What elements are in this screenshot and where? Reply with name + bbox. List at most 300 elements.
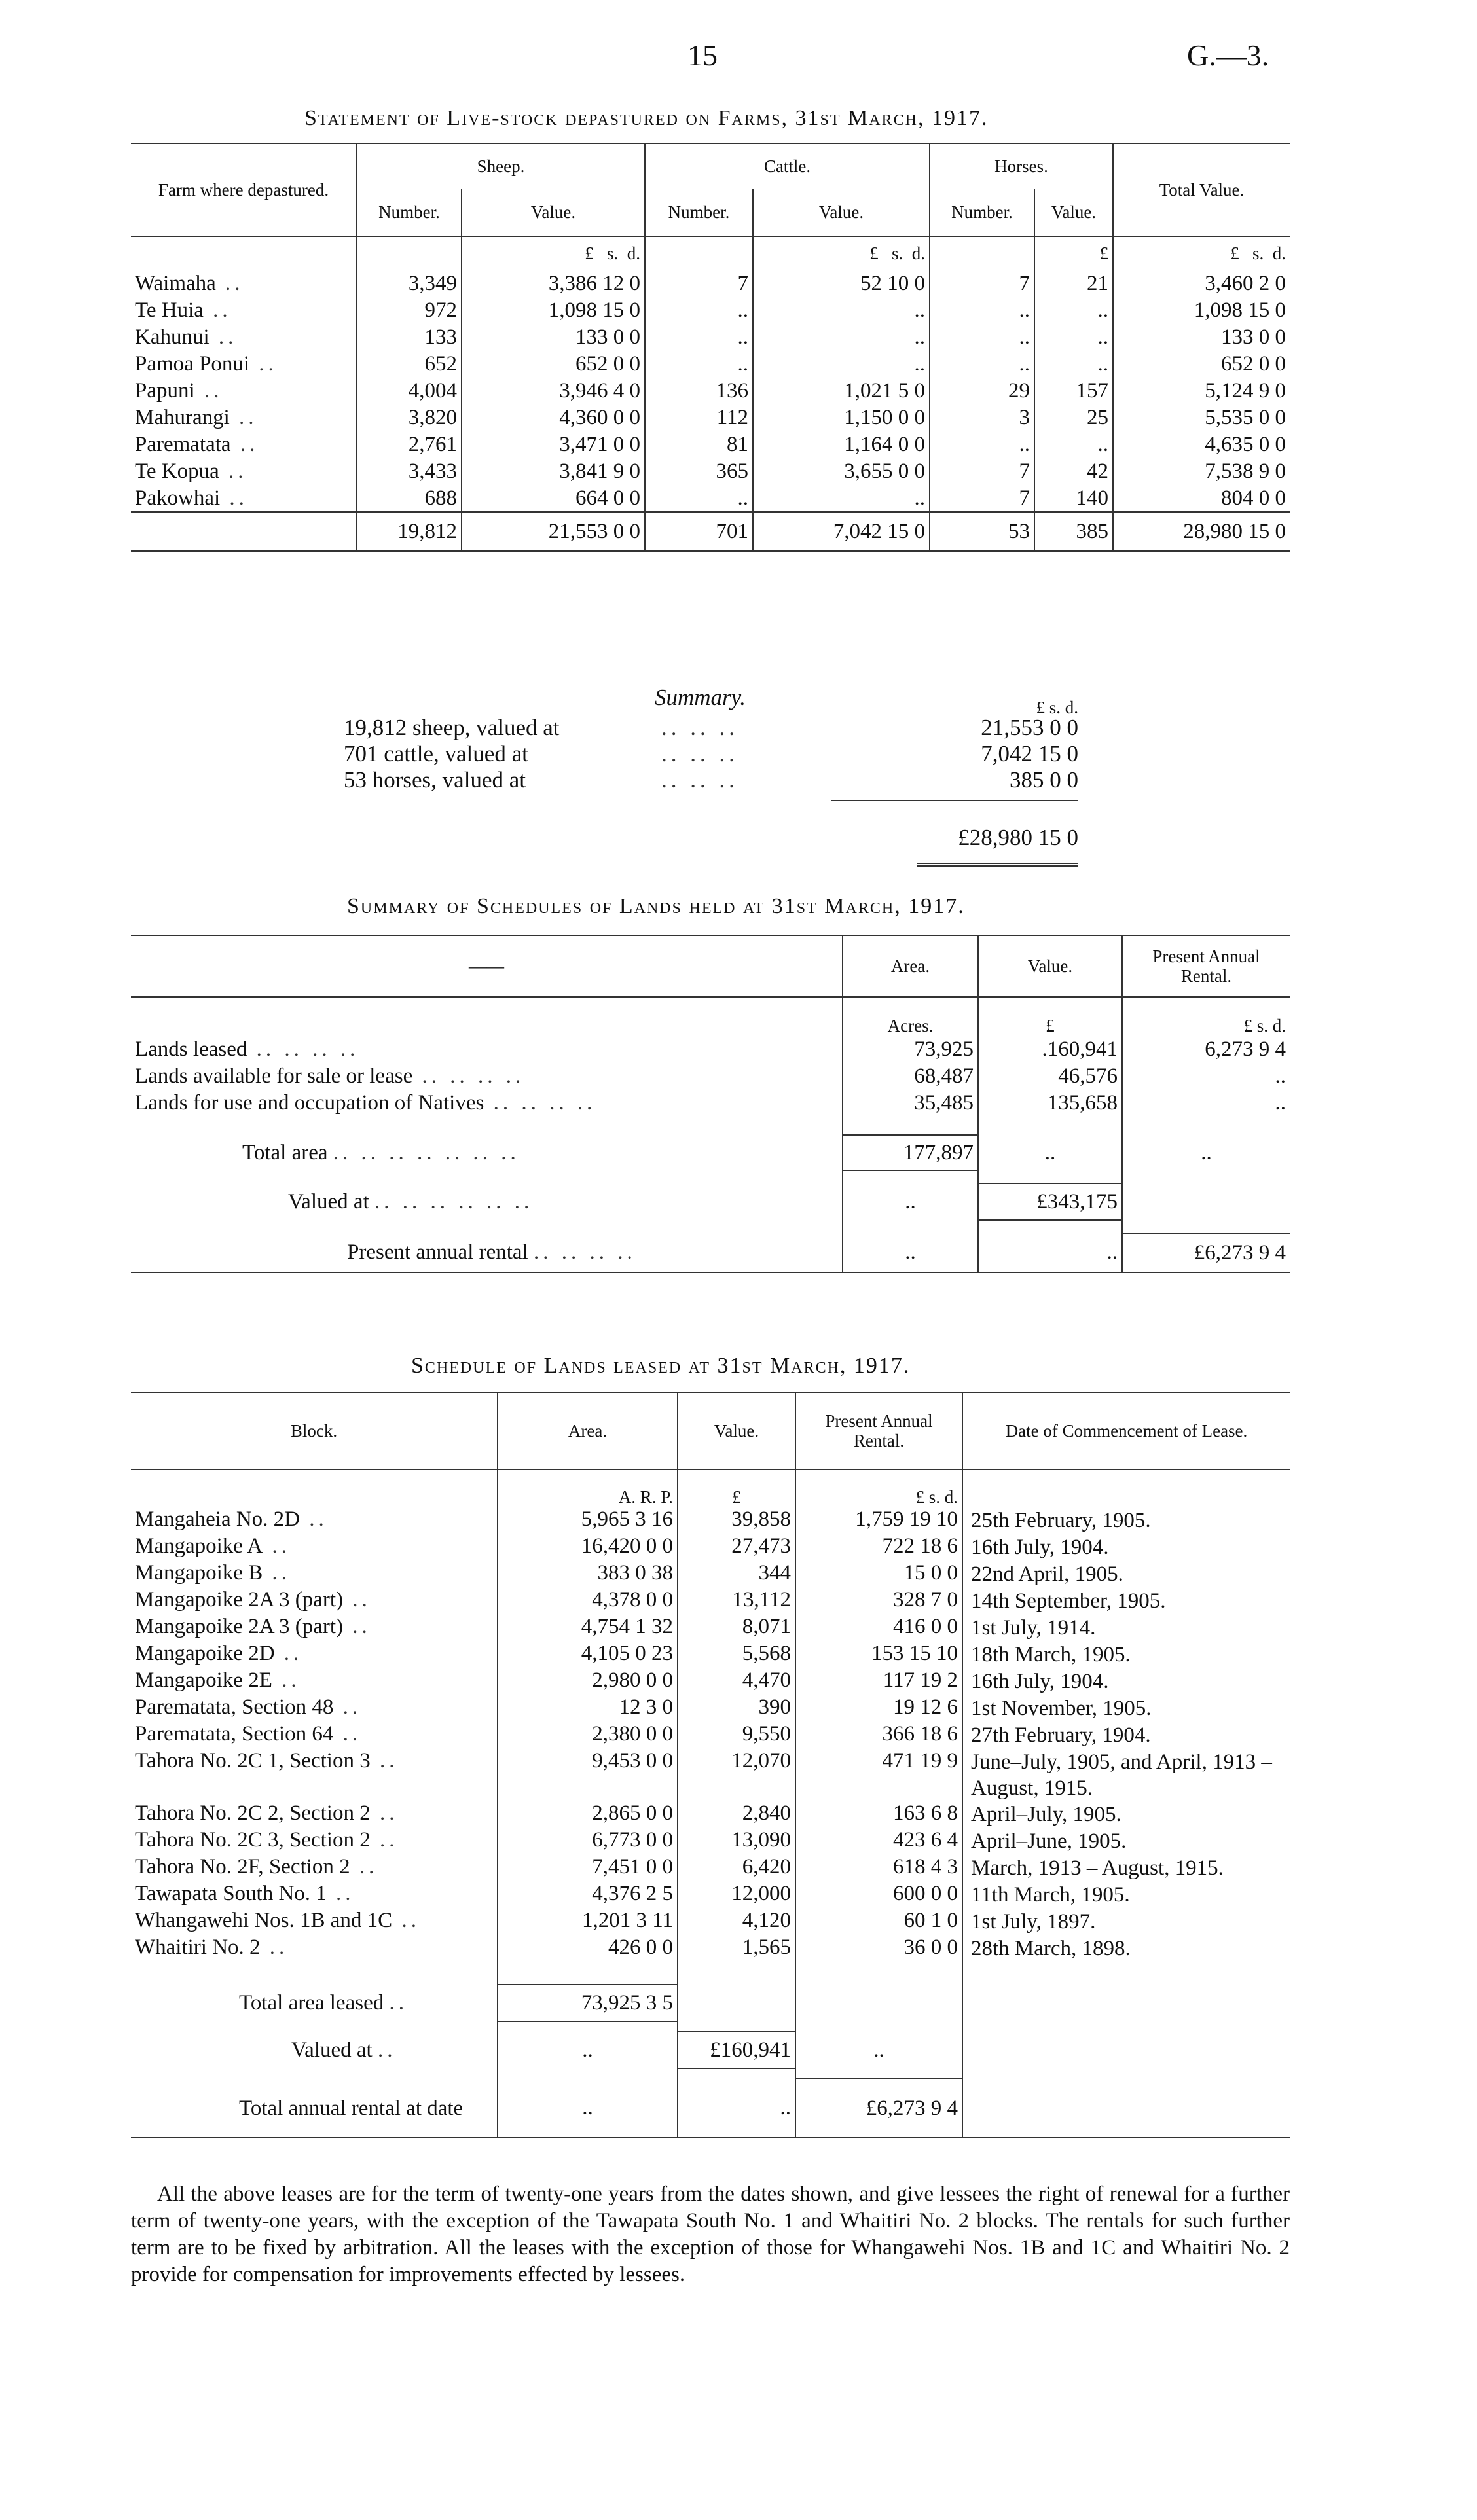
cell-value: .160,941 (978, 1036, 1122, 1063)
lease-block-text: Tahora No. 2C 3, Section 2 (135, 1828, 371, 1852)
summary-total: £28,980 15 0 (958, 825, 1078, 850)
schedules-title: Summary of Schedules of Lands held at 31st March, 1917. (347, 894, 965, 918)
leader-dots: .. (263, 1534, 291, 1558)
cell-cn: .. (645, 324, 753, 351)
cell-hv: .. (1034, 297, 1113, 324)
farm-name (131, 324, 357, 351)
leader-dots: .. (272, 1668, 301, 1692)
cell-cv: .. (753, 297, 930, 324)
leader-dots: .. .. .. (661, 741, 738, 766)
lease-block-text: Parematata, Section 48 (135, 1695, 334, 1719)
farm-label: Pakowhai (135, 486, 221, 510)
schedule-label (131, 1036, 843, 1063)
cell-area: 16,420 0 0 (498, 1534, 678, 1561)
col-farm: Farm where depastured. (158, 180, 329, 200)
leader-dots: .. (370, 1801, 399, 1825)
cell-area: 35,485 (843, 1090, 978, 1117)
summary-label: 19,812 sheep, valued at (344, 715, 560, 740)
total-area: 177,897 (843, 1135, 978, 1170)
cell-value: 13,112 (678, 1588, 795, 1615)
cell-area: 73,925 (843, 1036, 978, 1063)
farm-name (131, 431, 357, 458)
table-row (131, 324, 1290, 351)
cell-rental: 618 4 3 (795, 1855, 962, 1882)
cell-value: 135,658 (978, 1090, 1122, 1117)
col-cattle: Cattle. (645, 143, 930, 189)
cell-area: 7,451 0 0 (498, 1855, 678, 1882)
cell-date: April–June, 1905. (962, 1828, 1290, 1855)
cell-tv: 1,098 15 0 (1113, 297, 1290, 324)
cell-hv: 157 (1034, 378, 1113, 405)
leader-dots: .. .. .. .. (412, 1064, 525, 1088)
schedule-label (131, 1063, 843, 1090)
cell-hn: .. (930, 324, 1034, 351)
cell-cn: .. (645, 297, 753, 324)
rental-value: .. (978, 1233, 1122, 1272)
lease-total-area: 73,925 3 5 (498, 1985, 678, 2021)
rental-label: Present annual rental .. .. .. .. (347, 1240, 636, 1264)
cell-cv: 1,164 0 0 (753, 431, 930, 458)
lease-block (131, 1668, 498, 1695)
summary-units: £ s. d. (1036, 698, 1078, 717)
lease-block (131, 1561, 498, 1588)
cell-tv: 3,460 2 0 (1113, 270, 1290, 297)
farm-label: Papuni (135, 379, 195, 403)
farm-label: Kahunui (135, 325, 210, 349)
table-row (131, 1882, 1290, 1909)
cell-sv: 664 0 0 (462, 485, 645, 512)
table-row (131, 1935, 1290, 1962)
cell-sv: 1,098 15 0 (462, 297, 645, 324)
col-rental: Present Annual Rental. (1122, 935, 1290, 997)
cell-sn: 3,349 (357, 270, 462, 297)
table-row (131, 431, 1290, 458)
cell-sn: 652 (357, 351, 462, 378)
footnote: All the above leases are for the term of twenty-one years from the dates shown, and give lessees the right of renewal for a further term of twenty-one years, with the exception of the Tawapata South No. 1 and Whaitiri No. 2 blocks. The rentals for such further term are to be fixed by arbitration. All the leases with the exception of those for Whangawehi Nos. 1B and 1C and Whaitiri No. 2 provide for compensation for improvements effected by lessees. (131, 2182, 1290, 2286)
cell-rental: 60 1 0 (795, 1909, 962, 1935)
lease-block-text: Tahora No. 2C 2, Section 2 (135, 1801, 371, 1825)
leader-dots: .. (333, 1695, 362, 1719)
leader-dots: .. (263, 1561, 291, 1585)
cell-cn: 112 (645, 405, 753, 431)
leader-dots: .. (229, 406, 258, 429)
unit-row: £ (1034, 236, 1113, 270)
lease-block-text: Mangaheia No. 2D (135, 1507, 301, 1531)
table-row (131, 1615, 1290, 1642)
cell-sn: 2,761 (357, 431, 462, 458)
col-cattle-value: Value. (753, 189, 930, 236)
table-row (131, 1036, 1290, 1063)
total-cattle-number: 701 (645, 512, 753, 551)
leader-dots: .. (370, 1749, 399, 1773)
cell-area: 12 3 0 (498, 1695, 678, 1722)
table-row (131, 351, 1290, 378)
col-lease-date: Date of Commencement of Lease. (962, 1392, 1290, 1469)
cell-value: 39,858 (678, 1507, 795, 1534)
leader-dots: .. (209, 325, 238, 349)
col-total: Total Value. (1113, 143, 1290, 236)
cell-area: 4,378 0 0 (498, 1588, 678, 1615)
leases-table (131, 1392, 1290, 2138)
cell-rental: 117 19 2 (795, 1668, 962, 1695)
cell-date: 25th February, 1905. (962, 1507, 1290, 1534)
farm-label: Parematata (135, 433, 231, 456)
table-row (131, 1722, 1290, 1749)
table-row (131, 1642, 1290, 1668)
leader-dots: .. (392, 1909, 420, 1932)
lease-valued-rental: .. (795, 2032, 962, 2068)
leader-dots: .. (215, 272, 244, 295)
summary-divider (831, 800, 1078, 801)
farm-label: Pamoa Ponui (135, 352, 250, 376)
cell-date: 1st July, 1914. (962, 1615, 1290, 1642)
livestock-title: Statement of Live-stock depastured on Farms, 31st March, 1917. (304, 106, 989, 130)
table-row (131, 405, 1290, 431)
valued-total: £343,175 (978, 1183, 1122, 1220)
leader-dots: .. (220, 486, 248, 510)
cell-date: 11th March, 1905. (962, 1882, 1290, 1909)
cell-area: 68,487 (843, 1063, 978, 1090)
cell-value: 1,565 (678, 1935, 795, 1962)
cell-rental: 163 6 8 (795, 1801, 962, 1828)
cell-hv: 42 (1034, 458, 1113, 485)
cell-date: 27th February, 1904. (962, 1722, 1290, 1749)
summary-label: 53 horses, valued at (344, 767, 526, 793)
total-area-value: .. (978, 1135, 1122, 1170)
cell-hn: .. (930, 431, 1034, 458)
leader-dots: .. (333, 1722, 362, 1746)
schedule-label-text: Lands for use and occupation of Natives (135, 1091, 484, 1115)
lease-block (131, 1615, 498, 1642)
cell-date: 16th July, 1904. (962, 1668, 1290, 1695)
cell-value: 13,090 (678, 1828, 795, 1855)
col-horses-number: Number. (930, 189, 1034, 236)
farm-name (131, 485, 357, 512)
cell-date: April–July, 1905. (962, 1801, 1290, 1828)
lease-block (131, 1534, 498, 1561)
leader-dots: .. (219, 459, 247, 483)
schedule-label (131, 1090, 843, 1117)
cell-sn: 133 (357, 324, 462, 351)
cell-date: 14th September, 1905. (962, 1588, 1290, 1615)
cell-sv: 3,946 4 0 (462, 378, 645, 405)
cell-cn: 136 (645, 378, 753, 405)
cell-value: 4,470 (678, 1668, 795, 1695)
col-value: Value. (978, 935, 1122, 997)
table-row (131, 1695, 1290, 1722)
cell-rental: 600 0 0 (795, 1882, 962, 1909)
lease-block-text: Mangapoike B (135, 1561, 263, 1585)
cell-date: 28th March, 1898. (962, 1935, 1290, 1962)
farm-label: Te Kopua (135, 459, 219, 483)
cell-area: 1,201 3 11 (498, 1909, 678, 1935)
cell-hn: 3 (930, 405, 1034, 431)
lease-valued-area: .. (498, 2032, 678, 2068)
cell-area: 9,453 0 0 (498, 1749, 678, 1801)
cell-area: 5,965 3 16 (498, 1507, 678, 1534)
table-row (131, 378, 1290, 405)
cell-area: 2,380 0 0 (498, 1722, 678, 1749)
cell-hv: .. (1034, 351, 1113, 378)
farm-name (131, 458, 357, 485)
schedule-label-text: Lands leased (135, 1037, 247, 1061)
leader-dots: .. (343, 1588, 371, 1611)
cell-sn: 3,433 (357, 458, 462, 485)
lease-block (131, 1828, 498, 1855)
rental-total: £6,273 9 4 (1122, 1233, 1290, 1272)
schedules-table (131, 935, 1290, 1273)
cell-date: 1st November, 1905. (962, 1695, 1290, 1722)
cell-value: 344 (678, 1561, 795, 1588)
lease-block-text: Mangapoike 2D (135, 1642, 275, 1665)
lease-block (131, 1695, 498, 1722)
cell-sv: 3,841 9 0 (462, 458, 645, 485)
unit-value: £ (978, 997, 1122, 1036)
valued-label: Valued at .. .. .. .. .. .. (288, 1189, 534, 1214)
cell-date: 18th March, 1905. (962, 1642, 1290, 1668)
cell-date: 1st July, 1897. (962, 1909, 1290, 1935)
lease-rental-label: Total annual rental at date (239, 2096, 464, 2120)
cell-cv: .. (753, 485, 930, 512)
leader-dots: .. (370, 1828, 399, 1852)
cell-hn: 7 (930, 458, 1034, 485)
table-row (131, 458, 1290, 485)
col-horses: Horses. (930, 143, 1113, 189)
cell-area: 4,754 1 32 (498, 1615, 678, 1642)
col-area: Area. (843, 935, 978, 997)
cell-area: 383 0 38 (498, 1561, 678, 1588)
table-row (131, 1063, 1290, 1090)
col-cattle-number: Number. (645, 189, 753, 236)
leader-dots: .. .. .. (661, 715, 738, 740)
lease-block-text: Tawapata South No. 1 (135, 1882, 327, 1905)
cell-tv: 133 0 0 (1113, 324, 1290, 351)
lease-block (131, 1642, 498, 1668)
farm-label: Te Huia (135, 298, 204, 322)
cell-cn: .. (645, 485, 753, 512)
unit-lease-value: £ (678, 1469, 795, 1507)
cell-rental: .. (1122, 1063, 1290, 1090)
total-value: 28,980 15 0 (1113, 512, 1290, 551)
table-row (131, 1855, 1290, 1882)
leader-dots: .. (350, 1855, 378, 1879)
total-area-rental: .. (1122, 1135, 1290, 1170)
col-horses-value: Value. (1034, 189, 1113, 236)
summary-value: 21,553 0 0 (981, 715, 1078, 740)
unit-lease-rental: £ s. d. (795, 1469, 962, 1507)
cell-value: 390 (678, 1695, 795, 1722)
summary-value: 7,042 15 0 (981, 741, 1078, 766)
cell-cn: 7 (645, 270, 753, 297)
lease-rental: £6,273 9 4 (795, 2079, 962, 2138)
lease-block-text: Parematata, Section 64 (135, 1722, 334, 1746)
table-row (131, 1801, 1290, 1828)
lease-block (131, 1909, 498, 1935)
unit-arp: A. R. P. (498, 1469, 678, 1507)
cell-sn: 4,004 (357, 378, 462, 405)
page-number: 15 (687, 39, 718, 72)
lease-block (131, 1855, 498, 1882)
col-lease-value: Value. (678, 1392, 795, 1469)
cell-cn: 81 (645, 431, 753, 458)
unit-row: £ s. d. (1113, 236, 1290, 270)
cell-area: 2,865 0 0 (498, 1801, 678, 1828)
leases-title: Schedule of Lands leased at 31st March, 1917. (411, 1354, 911, 1378)
cell-hn: 7 (930, 485, 1034, 512)
cell-sv: 133 0 0 (462, 324, 645, 351)
leader-dots: .. (194, 379, 223, 403)
farm-name (131, 405, 357, 431)
cell-sn: 3,820 (357, 405, 462, 431)
cell-sv: 4,360 0 0 (462, 405, 645, 431)
cell-rental: 366 18 6 (795, 1722, 962, 1749)
cell-tv: 5,535 0 0 (1113, 405, 1290, 431)
unit-row: £ s. d. (462, 236, 645, 270)
cell-sv: 3,386 12 0 (462, 270, 645, 297)
cell-rental: 6,273 9 4 (1122, 1036, 1290, 1063)
cell-value: 27,473 (678, 1534, 795, 1561)
col-lease-rental: Present Annual Rental. (795, 1392, 962, 1469)
cell-hv: 25 (1034, 405, 1113, 431)
rental-area: .. (843, 1233, 978, 1272)
cell-sv: 3,471 0 0 (462, 431, 645, 458)
total-area-label: Total area .. .. .. .. .. .. .. (242, 1140, 520, 1164)
cell-tv: 5,124 9 0 (1113, 378, 1290, 405)
lease-block-text: Tahora No. 2C 1, Section 3 (135, 1749, 371, 1773)
leader-dots: .. (249, 352, 278, 376)
col-block: Block. (290, 1420, 338, 1441)
cell-rental: 416 0 0 (795, 1615, 962, 1642)
total-horses-value: 385 (1034, 512, 1113, 551)
cell-hv: .. (1034, 431, 1113, 458)
lease-block (131, 1588, 498, 1615)
cell-hn: .. (930, 297, 1034, 324)
lease-block-text: Mangapoike 2A 3 (part) (135, 1615, 343, 1638)
leader-dots: .. .. .. .. (484, 1091, 596, 1115)
farm-label: Waimaha (135, 272, 216, 295)
table-row (131, 1090, 1290, 1117)
lease-valued: £160,941 (678, 2032, 795, 2068)
cell-rental: 328 7 0 (795, 1588, 962, 1615)
document-code: G.—3. (1187, 39, 1269, 72)
lease-block (131, 1882, 498, 1909)
leader-dots: .. (343, 1615, 371, 1638)
cell-cv: 1,021 5 0 (753, 378, 930, 405)
lease-block-text: Whaitiri No. 2 (135, 1935, 261, 1959)
lease-block-text: Tahora No. 2F, Section 2 (135, 1855, 350, 1879)
cell-area: 426 0 0 (498, 1935, 678, 1962)
lease-block-text: Whangawehi Nos. 1B and 1C (135, 1909, 393, 1932)
cell-rental: 19 12 6 (795, 1695, 962, 1722)
leader-dots: .. .. .. .. (247, 1037, 359, 1061)
cell-sn: 972 (357, 297, 462, 324)
table-row (131, 485, 1290, 512)
cell-date: June–July, 1905, and April, 1913 – August, 1915. (962, 1749, 1290, 1801)
unit-rental: £ s. d. (1122, 997, 1290, 1036)
cell-hn: 7 (930, 270, 1034, 297)
cell-rental: 1,759 19 10 (795, 1507, 962, 1534)
table-row (131, 297, 1290, 324)
cell-value: 8,071 (678, 1615, 795, 1642)
leader-dots: .. (274, 1642, 303, 1665)
cell-hv: 140 (1034, 485, 1113, 512)
cell-cv: 52 10 0 (753, 270, 930, 297)
farm-name (131, 351, 357, 378)
cell-cv: .. (753, 351, 930, 378)
cell-value: 5,568 (678, 1642, 795, 1668)
leader-dots: .. (260, 1935, 289, 1959)
leader-dots: .. (230, 433, 259, 456)
farm-name (131, 270, 357, 297)
lease-block (131, 1507, 498, 1534)
cell-date: 16th July, 1904. (962, 1534, 1290, 1561)
lease-block-text: Mangapoike 2A 3 (part) (135, 1588, 343, 1611)
unit-acres: Acres. (843, 997, 978, 1036)
cell-rental: .. (1122, 1090, 1290, 1117)
cell-area: 4,105 0 23 (498, 1642, 678, 1668)
cell-rental: 36 0 0 (795, 1935, 962, 1962)
cell-cv: 3,655 0 0 (753, 458, 930, 485)
table-row (131, 1561, 1290, 1588)
cell-value: 9,550 (678, 1722, 795, 1749)
col-sheep-number: Number. (357, 189, 462, 236)
lease-block (131, 1722, 498, 1749)
leader-dots: .. (300, 1507, 328, 1531)
summary-label: 701 cattle, valued at (344, 741, 528, 766)
valued-area: .. (843, 1183, 978, 1220)
table-row (131, 1668, 1290, 1695)
total-sheep-value: 21,553 0 0 (462, 512, 645, 551)
cell-hn: .. (930, 351, 1034, 378)
cell-cn: 365 (645, 458, 753, 485)
lease-valued-label: Valued at .. (291, 2038, 397, 2062)
cell-rental: 15 0 0 (795, 1561, 962, 1588)
col-sheep: Sheep. (357, 143, 645, 189)
cell-area: 2,980 0 0 (498, 1668, 678, 1695)
cell-hn: 29 (930, 378, 1034, 405)
unit-row: £ s. d. (753, 236, 930, 270)
cell-value: 46,576 (978, 1063, 1122, 1090)
schedule-label-text: Lands available for sale or lease (135, 1064, 413, 1088)
leader-dots: .. (203, 298, 232, 322)
cell-rental: 423 6 4 (795, 1828, 962, 1855)
col-sheep-value: Value. (462, 189, 645, 236)
farm-name (131, 297, 357, 324)
leader-dots: .. (326, 1882, 355, 1905)
table-row (131, 1507, 1290, 1534)
table-row (131, 1828, 1290, 1855)
lease-block-text: Mangapoike 2E (135, 1668, 272, 1692)
table-row (131, 270, 1290, 297)
cell-value: 4,120 (678, 1909, 795, 1935)
cell-value: 2,840 (678, 1801, 795, 1828)
col-lease-area: Area. (498, 1392, 678, 1469)
cell-sn: 688 (357, 485, 462, 512)
cell-area: 6,773 0 0 (498, 1828, 678, 1855)
summary-title: Summary. (655, 685, 746, 710)
cell-area: 4,376 2 5 (498, 1882, 678, 1909)
cell-cv: .. (753, 324, 930, 351)
cell-cn: .. (645, 351, 753, 378)
table-row (131, 1588, 1290, 1615)
lease-rental-area: .. (498, 2079, 678, 2138)
lease-block (131, 1935, 498, 1962)
cell-tv: 804 0 0 (1113, 485, 1290, 512)
cell-hv: .. (1034, 324, 1113, 351)
total-cattle-value: 7,042 15 0 (753, 512, 930, 551)
farm-name (131, 378, 357, 405)
cell-rental: 153 15 10 (795, 1642, 962, 1668)
